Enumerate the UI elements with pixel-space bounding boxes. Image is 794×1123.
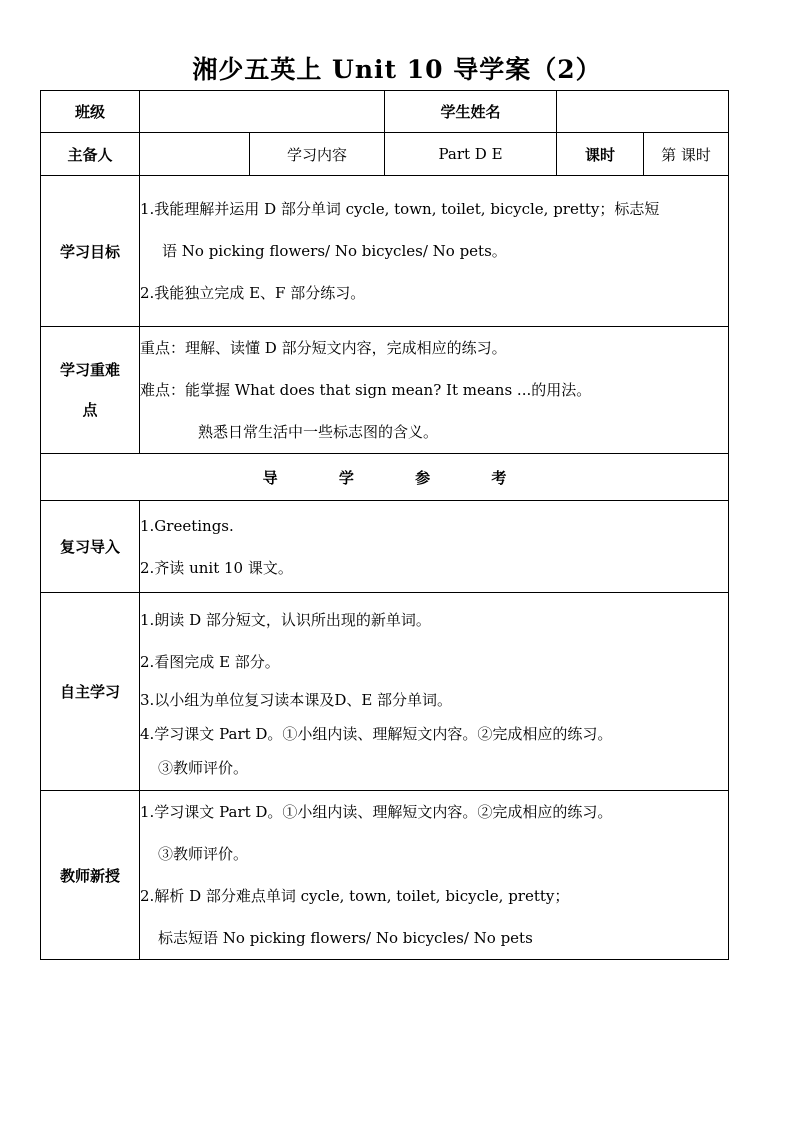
teaching-line-3: 2.解析 D 部分难点单词 cycle, town, toilet, bicycle, pretty； xyxy=(140,887,570,905)
guide-char-2: 学 xyxy=(338,468,354,487)
teaching-line-4: 标志短语 No picking flowers/ No bicycles/ No pets xyxy=(158,929,533,947)
teaching-content xyxy=(140,791,729,960)
self-study-line-1: 1.朗读 D 部分短文，认识所出现的新单词。 xyxy=(140,610,431,629)
goals-content xyxy=(140,176,729,327)
content-label: 学习内容 xyxy=(250,133,385,176)
guide-heading xyxy=(41,454,729,501)
teaching-row xyxy=(41,791,729,960)
preparer-row xyxy=(41,133,729,176)
self-study-line-2: 2.看图完成 E 部分。 xyxy=(140,652,280,671)
page-title: 湘少五英上 Unit 10 导学案（2） xyxy=(192,55,602,84)
teaching-line-2: ③教师评价。 xyxy=(158,845,249,863)
guide-char-3: 参 xyxy=(415,468,431,487)
key-points-label xyxy=(41,327,140,454)
preparer-field[interactable] xyxy=(140,133,250,176)
review-content xyxy=(140,501,729,593)
goals-row xyxy=(41,176,729,327)
self-study-content xyxy=(140,593,729,791)
teaching-line-1: 1.学习课文 Part D。①小组内读、理解短文内容。②完成相应的练习。 xyxy=(140,803,613,821)
class-row xyxy=(41,91,729,133)
teaching-label: 教师新授 xyxy=(41,791,140,960)
difficulty-line-1: 难点：能掌握 What does that sign mean? It means ...的用法。 xyxy=(140,381,592,399)
self-study-row xyxy=(41,593,729,791)
preparer-label: 主备人 xyxy=(41,133,140,176)
review-line-1: 1.Greetings. xyxy=(140,516,234,535)
key-points-label-line-1: 学习重难 xyxy=(59,361,120,379)
key-point-line-1: 重点：理解、读懂 D 部分短文内容，完成相应的练习。 xyxy=(140,339,507,357)
key-points-content xyxy=(140,327,729,454)
period-value: 第 课时 xyxy=(644,133,729,176)
review-row xyxy=(41,501,729,593)
class-field[interactable] xyxy=(140,91,385,133)
difficulty-line-2: 熟悉日常生活中一些标志图的含义。 xyxy=(198,423,439,441)
student-name-label: 学生姓名 xyxy=(385,91,557,133)
period-label: 课时 xyxy=(557,133,644,176)
goal-line-2: 语 No picking flowers/ No bicycles/ No pets。 xyxy=(162,242,507,260)
guide-row xyxy=(41,454,729,501)
guide-char-1: 导 xyxy=(262,468,278,487)
goals-label: 学习目标 xyxy=(41,176,140,327)
self-study-line-4: 4.学习课文 Part D。①小组内读、理解短文内容。②完成相应的练习。 xyxy=(140,724,613,743)
class-label: 班级 xyxy=(41,91,140,133)
self-study-label: 自主学习 xyxy=(41,593,140,791)
study-plan-table xyxy=(40,90,729,960)
key-points-row xyxy=(41,327,729,454)
goal-line-1: 1.我能理解并运用 D 部分单词 cycle, town, toilet, bicycle, pretty；标志短 xyxy=(140,200,660,218)
guide-char-4: 考 xyxy=(491,468,507,487)
self-study-line-5: ③教师评价。 xyxy=(158,758,249,777)
goal-line-3: 2.我能独立完成 E、F 部分练习。 xyxy=(140,284,366,302)
key-points-label-line-2: 点 xyxy=(82,401,98,419)
content-value: Part D E xyxy=(385,133,557,176)
review-line-2: 2.齐读 unit 10 课文。 xyxy=(140,558,293,577)
review-label: 复习导入 xyxy=(41,501,140,593)
student-name-field[interactable] xyxy=(557,91,729,133)
self-study-line-3: 3.以小组为单位复习读本课及D、E 部分单词。 xyxy=(140,690,453,709)
